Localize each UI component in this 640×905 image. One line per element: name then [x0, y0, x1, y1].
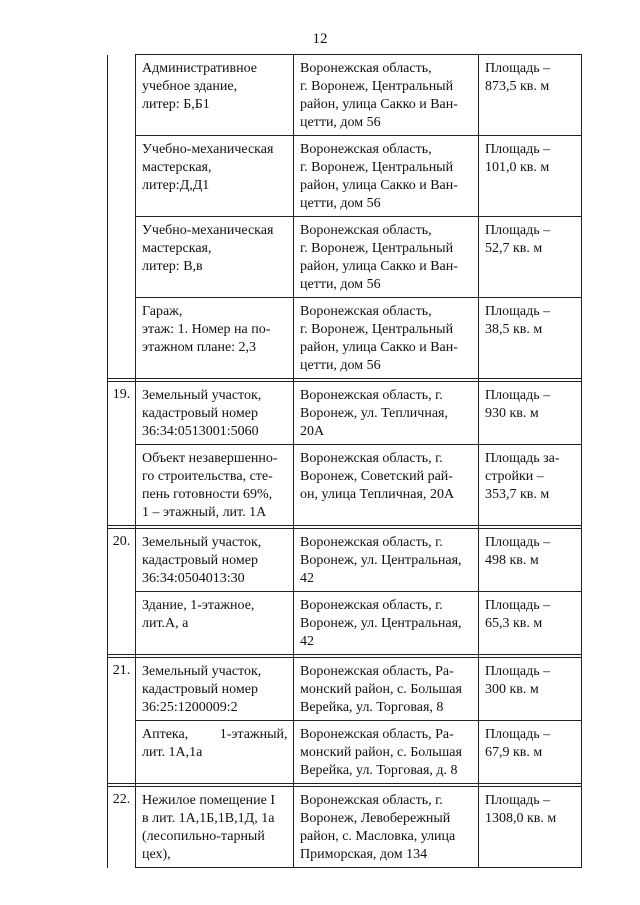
- table-row: [108, 445, 582, 526]
- page-number: 12: [312, 31, 328, 47]
- object-name-line: этажном плане: 2,3: [142, 340, 257, 355]
- address-line: Верейка, ул. Торговая, д. 8: [300, 763, 458, 778]
- area-line: 300 кв. м: [485, 682, 539, 697]
- object-name-line: Учебно-механическая: [142, 142, 274, 157]
- object-name-cell: [136, 55, 294, 136]
- area-cell: [479, 217, 582, 298]
- address-cell: [294, 658, 479, 721]
- property-table-body: [108, 55, 582, 868]
- object-name-line: литер: В,в: [142, 259, 203, 274]
- object-name-line: учебное здание,: [142, 79, 238, 94]
- address-cell: [294, 136, 479, 217]
- object-name-line: (лесопильно-тарный: [142, 829, 265, 844]
- address-line: Воронежская область, Ра-: [300, 664, 454, 679]
- row-number: 20.: [108, 529, 136, 592]
- object-name-cell: [136, 136, 294, 217]
- object-name-line: Объект незавершенно-: [142, 451, 278, 466]
- object-name-line: лит.А, а: [142, 616, 189, 631]
- address-line: монский район, с. Большая: [300, 745, 462, 760]
- address-cell: [294, 721, 479, 784]
- address-line: Воронежская область, г.: [300, 535, 443, 550]
- address-line: цетти, дом 56: [300, 115, 381, 130]
- address-line: г. Воронеж, Центральный: [300, 79, 454, 94]
- address-line: Воронежская область, г.: [300, 793, 443, 808]
- address-line: район, улица Сакко и Ван-: [300, 178, 458, 193]
- address-line: монский район, с. Большая: [300, 682, 462, 697]
- object-name-line: Нежилое помещение I: [142, 793, 276, 808]
- area-line: Площадь –: [485, 223, 551, 238]
- object-name-line: мастерская,: [142, 160, 212, 175]
- address-line: Воронежская область,: [300, 304, 432, 319]
- address-line: г. Воронеж, Центральный: [300, 241, 454, 256]
- object-name-line: Учебно-механическая: [142, 223, 274, 238]
- area-cell: [479, 298, 582, 379]
- table-row: [108, 217, 582, 298]
- address-line: цетти, дом 56: [300, 358, 381, 373]
- address-cell: [294, 529, 479, 592]
- address-line: Воронежская область, г.: [300, 451, 443, 466]
- row-number: [108, 217, 136, 298]
- area-line: 101,0 кв. м: [485, 160, 550, 175]
- area-line: 873,5 кв. м: [485, 79, 550, 94]
- object-name-line: литер: Б,Б1: [142, 97, 210, 112]
- table-row: [108, 529, 582, 592]
- address-line: 20А: [300, 424, 325, 439]
- address-line: Воронеж, ул. Тепличная,: [300, 406, 448, 421]
- area-line: 1308,0 кв. м: [485, 811, 557, 826]
- object-name-line: лит. 1А,1а: [142, 745, 203, 760]
- area-line: Площадь –: [485, 727, 551, 742]
- object-name-line: пень готовности 69%,: [142, 487, 273, 502]
- address-line: Верейка, ул. Торговая, 8: [300, 700, 444, 715]
- table-row: [108, 298, 582, 379]
- address-line: 42: [300, 634, 314, 649]
- address-line: Воронежская область, г.: [300, 388, 443, 403]
- object-name-cell: [136, 298, 294, 379]
- object-name-cell: [136, 382, 294, 445]
- address-cell: [294, 592, 479, 655]
- address-line: Приморская, дом 134: [300, 847, 428, 862]
- area-cell: [479, 658, 582, 721]
- table-row: [108, 592, 582, 655]
- table-row: [108, 658, 582, 721]
- row-number: [108, 55, 136, 136]
- object-name-line: Здание, 1-этажное,: [142, 598, 255, 613]
- object-name-line: этаж: 1. Номер на по-: [142, 322, 271, 337]
- area-line: Площадь –: [485, 61, 551, 76]
- object-name-line: Административное: [142, 61, 258, 76]
- object-name-cell: [136, 529, 294, 592]
- object-name-line: мастерская,: [142, 241, 212, 256]
- address-line: район, улица Сакко и Ван-: [300, 97, 458, 112]
- address-cell: [294, 382, 479, 445]
- object-name-line: 36:34:0513001:5060: [142, 424, 259, 439]
- address-line: 42: [300, 571, 314, 586]
- object-name-line: кадастровый номер: [142, 406, 258, 421]
- area-cell: [479, 529, 582, 592]
- address-line: Воронежская область,: [300, 142, 432, 157]
- area-line: Площадь –: [485, 142, 551, 157]
- area-cell: [479, 382, 582, 445]
- area-line: Площадь –: [485, 598, 551, 613]
- area-line: 65,3 кв. м: [485, 616, 543, 631]
- address-cell: [294, 298, 479, 379]
- row-number: 19.: [108, 382, 136, 445]
- object-name-line: цех),: [142, 847, 171, 862]
- address-line: район, улица Сакко и Ван-: [300, 259, 458, 274]
- table-row: [108, 382, 582, 445]
- area-cell: [479, 787, 582, 868]
- table-row: [108, 721, 582, 784]
- row-number: [108, 721, 136, 784]
- address-line: район, улица Сакко и Ван-: [300, 340, 458, 355]
- address-line: Воронежская область,: [300, 223, 432, 238]
- address-line: Воронеж, Левобережный: [300, 811, 451, 826]
- address-line: Воронежская область, г.: [300, 598, 443, 613]
- object-name-line: 1 – этажный, лит. 1А: [142, 505, 267, 520]
- area-line: Площадь –: [485, 388, 551, 403]
- area-line: Площадь за-: [485, 451, 560, 466]
- object-name-line: Земельный участок,: [142, 535, 262, 550]
- area-cell: [479, 445, 582, 526]
- object-name-line: кадастровый номер: [142, 553, 258, 568]
- object-name-line: 36:25:1200009:2: [142, 700, 238, 715]
- table-row: [108, 136, 582, 217]
- object-name-cell: [136, 217, 294, 298]
- area-line: Площадь –: [485, 664, 551, 679]
- area-line: 67,9 кв. м: [485, 745, 543, 760]
- table-row: [108, 55, 582, 136]
- object-name-line: в лит. 1А,1Б,1В,1Д, 1а: [142, 811, 275, 826]
- object-name-line: го строительства, сте-: [142, 469, 273, 484]
- address-line: район, с. Масловка, улица: [300, 829, 456, 844]
- area-line: Площадь –: [485, 535, 551, 550]
- area-line: 38,5 кв. м: [485, 322, 543, 337]
- object-name-line: Аптека, 1-этажный,: [142, 727, 288, 742]
- address-line: Воронежская область,: [300, 61, 432, 76]
- area-cell: [479, 136, 582, 217]
- address-line: он, улица Тепличная, 20А: [300, 487, 455, 502]
- row-number: 22.: [108, 787, 136, 868]
- object-name-line: 36:34:0504013:30: [142, 571, 245, 586]
- object-name-line: кадастровый номер: [142, 682, 258, 697]
- address-cell: [294, 787, 479, 868]
- address-line: Воронеж, ул. Центральная,: [300, 616, 462, 631]
- address-cell: [294, 217, 479, 298]
- row-number: [108, 136, 136, 217]
- object-name-cell: [136, 658, 294, 721]
- area-line: 930 кв. м: [485, 406, 539, 421]
- address-line: цетти, дом 56: [300, 196, 381, 211]
- object-name-line: литер:Д,Д1: [142, 178, 210, 193]
- area-cell: [479, 721, 582, 784]
- object-name-cell: [136, 445, 294, 526]
- area-line: стройки –: [485, 469, 544, 484]
- row-number: [108, 445, 136, 526]
- area-cell: [479, 55, 582, 136]
- address-line: г. Воронеж, Центральный: [300, 322, 454, 337]
- address-cell: [294, 445, 479, 526]
- object-name-line: Гараж,: [142, 304, 183, 319]
- property-table: [107, 54, 582, 868]
- object-name-cell: [136, 592, 294, 655]
- address-line: цетти, дом 56: [300, 277, 381, 292]
- address-line: г. Воронеж, Центральный: [300, 160, 454, 175]
- row-number: 21.: [108, 658, 136, 721]
- row-number: [108, 592, 136, 655]
- area-cell: [479, 592, 582, 655]
- object-name-line: Земельный участок,: [142, 388, 262, 403]
- area-line: 353,7 кв. м: [485, 487, 550, 502]
- area-line: 52,7 кв. м: [485, 241, 543, 256]
- row-number: [108, 298, 136, 379]
- address-line: Воронеж, ул. Центральная,: [300, 553, 462, 568]
- address-cell: [294, 55, 479, 136]
- area-line: Площадь –: [485, 304, 551, 319]
- area-line: Площадь –: [485, 793, 551, 808]
- object-name-cell: [136, 787, 294, 868]
- table-row: [108, 787, 582, 868]
- address-line: Воронежская область, Ра-: [300, 727, 454, 742]
- area-line: 498 кв. м: [485, 553, 539, 568]
- object-name-line: Земельный участок,: [142, 664, 262, 679]
- address-line: Воронеж, Советский рай-: [300, 469, 453, 484]
- object-name-cell: [136, 721, 294, 784]
